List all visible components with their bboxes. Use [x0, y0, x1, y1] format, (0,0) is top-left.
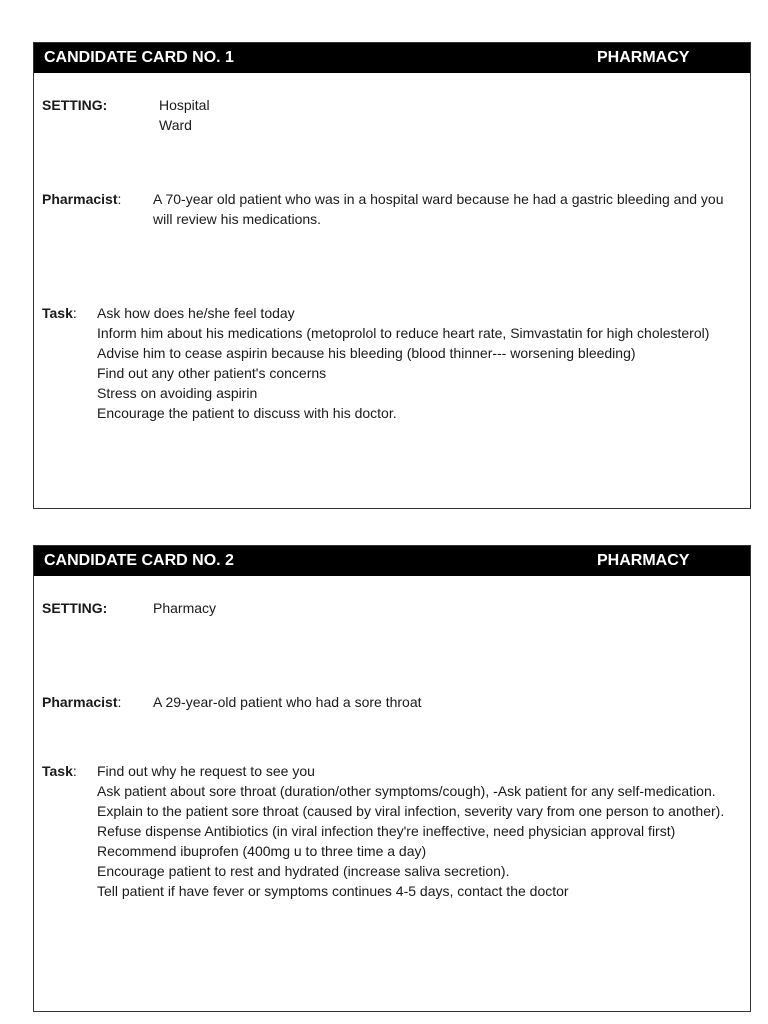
pharmacist-description: A 70-year old patient who was in a hospital ward because he had a gastric bleeding and you will review his medications. [153, 191, 724, 227]
task-item: Encourage patient to rest and hydrated (increase saliva secretion). [97, 863, 510, 879]
setting-value: Pharmacy [153, 600, 217, 616]
task-item: Recommend ibuprofen (400mg u to three time a day) [97, 843, 427, 859]
task-list [97, 303, 737, 423]
setting-row [42, 598, 217, 618]
card-header [34, 546, 750, 576]
candidate-card-1 [33, 42, 751, 509]
task-label-row [42, 761, 77, 781]
task-item: Advise him to cease aspirin because his bleeding (blood thinner--- worsening bleeding) [97, 345, 636, 361]
task-item: Ask how does he/she feel today [97, 305, 295, 321]
card-subject: PHARMACY [597, 49, 690, 66]
card-title: CANDIDATE CARD NO. 2 [44, 552, 234, 569]
task-item: Encourage the patient to discuss with his doctor. [97, 405, 397, 421]
task-item: Find out why he request to see you [97, 763, 315, 779]
task-label: Task [42, 305, 73, 321]
setting-value: Hospital Ward [159, 97, 210, 133]
pharmacist-colon: : [117, 694, 122, 710]
pharmacist-row [42, 692, 742, 712]
pharmacist-description: A 29-year-old patient who had a sore throat [153, 694, 422, 710]
task-item: Tell patient if have fever or symptoms continues 4-5 days, contact the doctor [97, 883, 569, 899]
task-item: Explain to the patient sore throat (caused by viral infection, severity vary from one person to another). [97, 803, 725, 819]
task-item: Find out any other patient's concerns [97, 365, 327, 381]
task-list [97, 761, 737, 901]
pharmacist-label: Pharmacist [42, 191, 118, 207]
setting-label: SETTING: [42, 97, 108, 113]
task-item: Refuse dispense Antibiotics (in viral infection they're ineffective, need physician approval first) [97, 823, 676, 839]
task-label: Task [42, 763, 73, 779]
pharmacist-row [42, 189, 742, 233]
pharmacist-colon: : [117, 191, 122, 207]
task-item: Stress on avoiding aspirin [97, 385, 258, 401]
card-subject: PHARMACY [597, 552, 690, 569]
setting-label: SETTING: [42, 600, 108, 616]
card-title: CANDIDATE CARD NO. 1 [44, 49, 234, 66]
task-label-row [42, 303, 77, 323]
setting-row [42, 95, 210, 133]
pharmacist-label: Pharmacist [42, 694, 118, 710]
task-colon: : [72, 763, 77, 779]
card-header [34, 43, 750, 73]
task-item: Ask patient about sore throat (duration/other symptoms/cough), -Ask patient for any self-medication. [97, 783, 716, 799]
task-colon: : [72, 305, 77, 321]
candidate-card-2 [33, 545, 751, 1012]
task-item: Inform him about his medications (metoprolol to reduce heart rate, Simvastatin for high cholesterol) [97, 325, 710, 341]
